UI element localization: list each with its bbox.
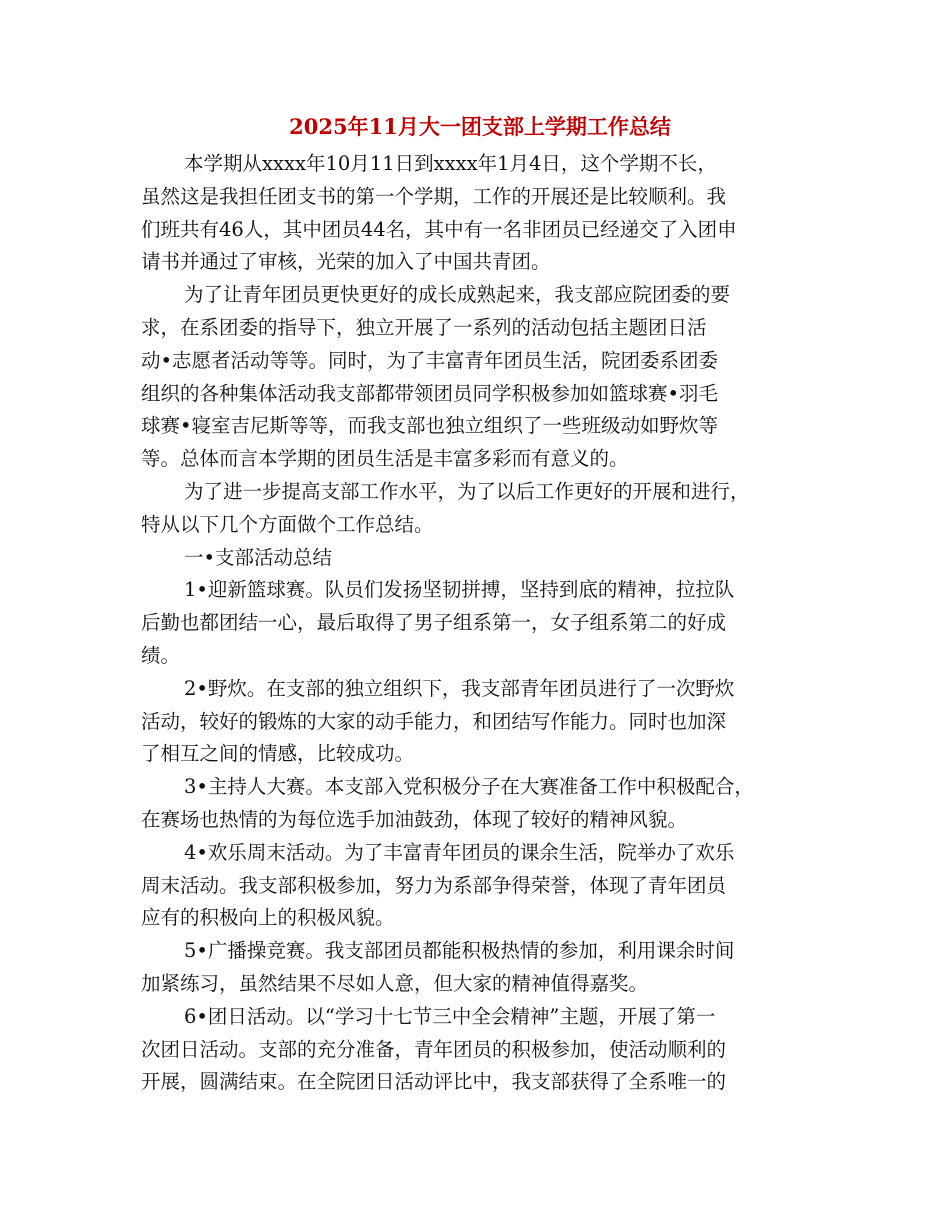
document-body [141,148,817,1099]
document-title: 2025年11月大一团支部上学期工作总结 [289,114,671,139]
text-line: 周末活动。我支部积极参加，努力为系部争得荣誉，体现了青年团员 [141,873,727,897]
text-line: 一•支部活动总结 [184,545,333,569]
text-line: 动•志愿者活动等等。同时，为了丰富青年团员生活，院团委系团委 [141,348,719,372]
text-line: 了相互之间的情感，比较成功。 [141,742,415,766]
text-line: 为了进一步提高支部工作水平，为了以后工作更好的开展和进行， [184,479,750,503]
text-line: 活动，较好的锻炼的大家的动手能力，和团结写作能力。同时也加深 [141,709,727,733]
text-line: 后勤也都团结一心，最后取得了男子组系第一，女子组系第二的好成 [141,611,727,635]
text-line: 绩。 [141,643,181,667]
text-line: 特从以下几个方面做个工作总结。 [141,512,434,536]
text-line: 次团日活动。支部的充分准备，青年团员的积极参加，使活动顺利的 [141,1037,727,1061]
text-line: 2•野炊。在支部的独立组织下，我支部青年团员进行了一次野炊 [184,676,735,700]
text-line: 请书并通过了审核，光荣的加入了中国共青团。 [141,250,551,274]
text-line: 在赛场也热情的为每位选手加油鼓劲，体现了较好的精神风貌。 [141,807,688,831]
text-line: 3•主持人大赛。本支部入党积极分子在大赛准备工作中积极配合， [184,775,754,799]
text-line: 5•广播操竞赛。我支部团员都能积极热情的参加，利用课余时间 [184,939,735,963]
text-line: 组织的各种集体活动我支部都带领团员同学积极参加如篮球赛•羽毛 [141,381,719,405]
text-line: 球赛•寝室吉尼斯等等，而我支部也独立组织了一些班级动如野炊等 [141,414,719,438]
text-line: 加紧练习，虽然结果不尽如人意，但大家的精神值得嘉奖。 [141,971,649,995]
text-line: 为了让青年团员更快更好的成长成熟起来，我支部应院团委的要 [184,283,731,307]
text-line: 6•团日活动。以“学习十七节三中全会精神”主题，开展了第一 [184,1004,716,1028]
text-line: 本学期从xxxx年10月11日到xxxx年1月4日，这个学期不长， [184,152,717,175]
text-line: 1•迎新篮球赛。队员们发扬坚韧拼搏，坚持到底的精神，拉拉队 [184,578,735,602]
text-line: 等。总体而言本学期的团员生活是丰富多彩而有意义的。 [141,447,629,471]
text-line: 开展，圆满结束。在全院团日活动评比中，我支部获得了全系唯一的 [141,1070,727,1094]
text-line: 们班共有46人，其中团员44名，其中有一名非团员已经递交了入团申 [141,217,737,241]
text-line: 应有的积极向上的积极风貌。 [141,906,395,930]
text-line: 4•欢乐周末活动。为了丰富青年团员的课余生活，院举办了欢乐 [184,840,735,864]
text-line: 求，在系团委的指导下，独立开展了一系列的活动包括主题团日活 [141,315,707,339]
text-line: 虽然这是我担任团支书的第一个学期，工作的开展还是比较顺利。我 [141,184,727,208]
